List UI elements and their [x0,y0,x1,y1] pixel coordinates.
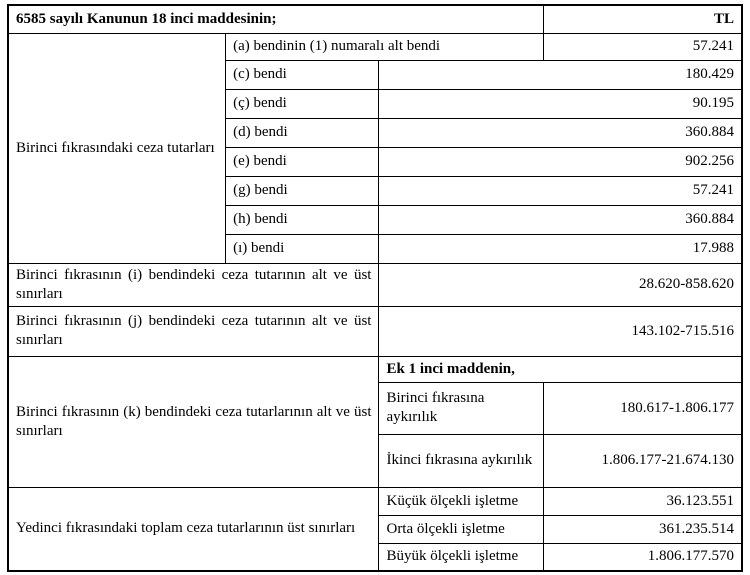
row-g-value: 57.241 [379,176,742,205]
row-d-label: (d) bendi [226,118,379,147]
small-enterprise-value: 36.123.551 [543,487,742,515]
unit-header: TL [543,5,742,33]
row-c-value: 180.429 [379,60,742,89]
medium-enterprise-label: Orta ölçekli işletme [379,515,543,543]
k-row2-value: 1.806.177-21.674.130 [543,434,742,487]
small-enterprise-label: Küçük ölçekli işletme [379,487,543,515]
large-enterprise-label: Büyük ölçekli işletme [379,543,543,571]
k-row1-label: Birinci fıkrasına aykırılık [379,382,543,434]
row-e-label: (e) bendi [226,147,379,176]
row-j-value: 143.102-715.516 [379,306,742,356]
table-title: 6585 sayılı Kanunun 18 inci maddesinin; [8,5,543,33]
row-a-value: 57.241 [543,33,742,60]
row-i-dotless-label: (ı) bendi [226,234,379,263]
medium-enterprise-value: 361.235.514 [543,515,742,543]
large-enterprise-value: 1.806.177.570 [543,543,742,571]
row-g-label: (g) bendi [226,176,379,205]
row-a-label: (a) bendinin (1) numaralı alt bendi [226,33,544,60]
penalty-amounts-table [7,4,743,572]
section1-label: Birinci fıkrasındaki ceza tutarları [8,33,226,263]
section-k-label: Birinci fıkrasının (k) bendindeki ceza tutarlarının alt ve üst sınırları [8,356,379,487]
row-j-label: Birinci fıkrasının (j) bendindeki ceza tutarının alt ve üst sınırları [8,306,379,356]
row-c-label: (c) bendi [226,60,379,89]
row-i-dotless-value: 17.988 [379,234,742,263]
row-h-value: 360.884 [379,205,742,234]
row-e-value: 902.256 [379,147,742,176]
k-row1-value: 180.617-1.806.177 [543,382,742,434]
section7-label: Yedinci fıkrasındaki toplam ceza tutarlarının üst sınırları [8,487,379,571]
row-h-label: (h) bendi [226,205,379,234]
row-i-value: 28.620-858.620 [379,263,742,306]
row-cc-label: (ç) bendi [226,89,379,118]
row-cc-value: 90.195 [379,89,742,118]
k-row2-label: İkinci fıkrasına aykırılık [379,434,543,487]
row-d-value: 360.884 [379,118,742,147]
row-i-label: Birinci fıkrasının (i) bendindeki ceza tutarının alt ve üst sınırları [8,263,379,306]
section-k-subheader: Ek 1 inci maddenin, [379,356,742,382]
